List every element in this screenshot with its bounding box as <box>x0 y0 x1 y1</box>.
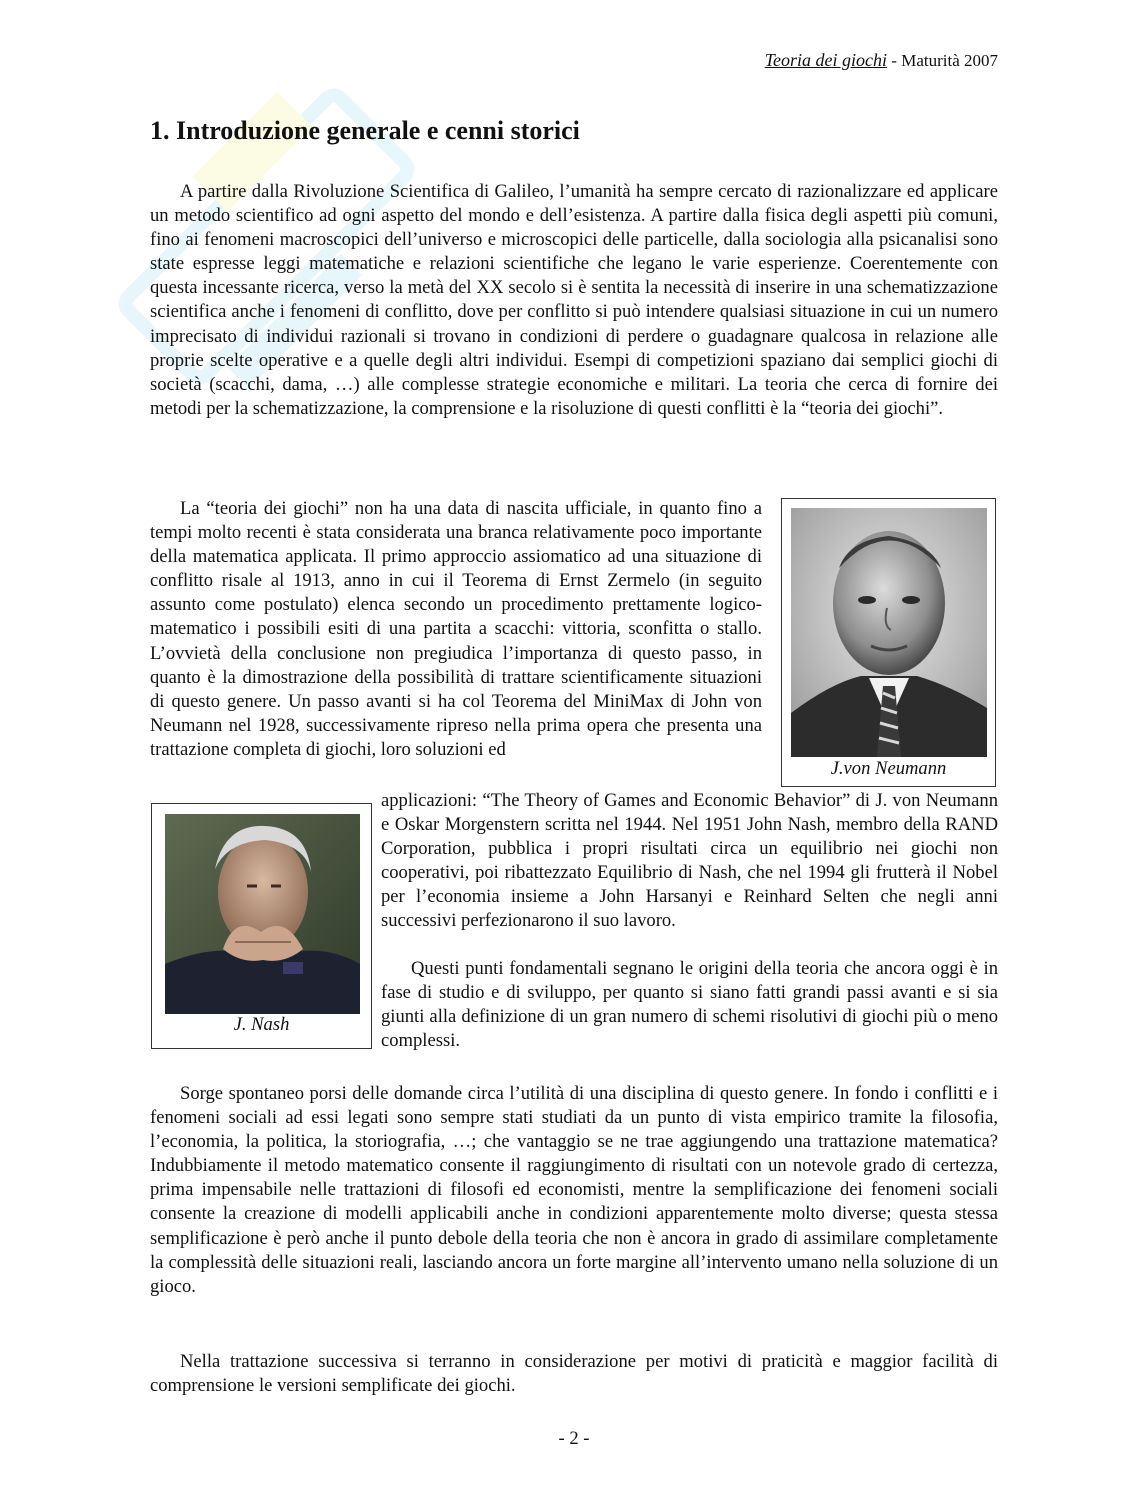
nash-caption: J. Nash <box>233 1014 290 1035</box>
section-title: 1. Introduzione generale e cenni storici <box>150 116 580 145</box>
figure-von-neumann <box>781 498 996 787</box>
paragraph-utility: Sorge spontaneo porsi delle domande circa l’utilità di una disciplina di questo genere. In fondo i conflitti e i fenomeni sociali ad essi legati sono sempre stati studiati da un punto di vista empirico tramite la filosofia, l’economia, la politica, la storiografia, …; che vantaggio se ne trae aggiungendo una trattazione matematica? Indubbiamente il metodo matematico consente il raggiungimento di risultati con un notevole grado di certezza, prima impensabile nelle trattazioni di filosofi ed economisti, mentre la semplificazione dei fenomeni sociali consente la creazione di modelli applicabili anche in condizioni apparentemente molto diverse; questa stessa semplificazione è però anche il punto debole della teoria che non è ancora in grado di assimilare completamente la complessità delle situazioni reali, lasciando ancora un forte margine all’intervento umano nella soluzione di un gioco. <box>150 1083 998 1297</box>
page-header <box>765 50 998 71</box>
paragraph-history: La “teoria dei giochi” non ha una data di nascita ufficiale, in quanto fino a tempi molto recenti è stata considerata una branca relativamente poco importante della matematica applicata. Il primo approccio assiomatico ad una situazione di conflitto risale al 1913, anno in cui il Teorema di Ernst Zermelo (in seguito assunto come postulato) elenca secondo un procedimento prettamente logico-matematico i possibili esiti di una partita a scacchi: vittoria, sconfitta o stallo. L’ovvietà della conclusione non pregiudica l’importanza di questo passo, in quanto è la dimostrazione della possibilità di trattare scientificamente situazioni di questo genere. Un passo avanti si ha col Teorema del MiniMax di John von Neumann nel 1928, successivamente ripreso nella prima opera che presenta una trattazione completa di giochi, loro soluzioni ed <box>150 498 762 760</box>
von-neumann-caption: J.von Neumann <box>830 758 947 779</box>
header-subtitle: Maturità 2007 <box>901 51 998 70</box>
paragraph-intro: A partire dalla Rivoluzione Scientifica di Galileo, l’umanità ha sempre cercato di razionalizzare ed applicare un metodo scientifico ad ogni aspetto del mondo e dell’esistenza. A partire dalla fisica degli aspetti più comuni, fino ai fenomeni macroscopici dell’universo e microscopici delle particelle, dalla sociologia alla psicanalisi sono state espresse leggi matematiche e relazioni scientifiche che legano le varie esperienze. Coerentemente con questa incessante ricerca, verso la metà del XX secolo si è sentita la necessità di inserire in una schematizzazione scientifica anche i fenomeni di conflitto, dove per conflitto si può intendere qualsiasi situazione in cui un numero imprecisato di individui razionali si trovano in condizioni di perdere o guadagnare qualcosa in relazione alle proprie scelte operative e a quelle degli altri individui. Esempi di competizioni spaziano dai semplici giochi di società (scacchi, dama, …) alle complesse strategie economiche e militari. La teoria che cerca di fornire dei metodi per la schematizzazione, la comprensione e la risoluzione di questi conflitti è la “teoria dei giochi”. <box>150 181 998 419</box>
paragraph-origins: Questi punti fondamentali segnano le origini della teoria che ancora oggi è in fase di studio e di sviluppo, per quanto si siano fatti grandi passi avanti e si sia giunti alla definizione di un gran numero di schemi risolutivi di giochi più o meno complessi. <box>381 958 998 1052</box>
page-number: - 2 - <box>558 1428 590 1449</box>
figure-nash <box>151 803 372 1049</box>
paragraph-conclusion: Nella trattazione successiva si terranno in considerazione per motivi di praticità e maggior facilità di comprensione le versioni semplificate dei giochi. <box>150 1351 998 1397</box>
paragraph-history-continued: applicazioni: “The Theory of Games and Economic Behavior” di J. von Neumann e Oskar Morgenstern scritta nel 1944. Nel 1951 John Nash, membro della RAND Corporation, pubblica i propri risultati circa un equilibrio nei giochi non cooperativi, poi ribattezzato Equilibrio di Nash, che nel 1994 gli frutterà il Nobel per l’economia insieme a John Harsanyi e Reinhard Selten che negli anni successivi perfezionarono il suo lavoro. <box>381 790 998 932</box>
header-title: Teoria dei giochi <box>764 50 888 70</box>
von-neumann-photo <box>791 508 987 757</box>
header-separator: - <box>887 51 902 70</box>
nash-photo <box>165 814 360 1014</box>
